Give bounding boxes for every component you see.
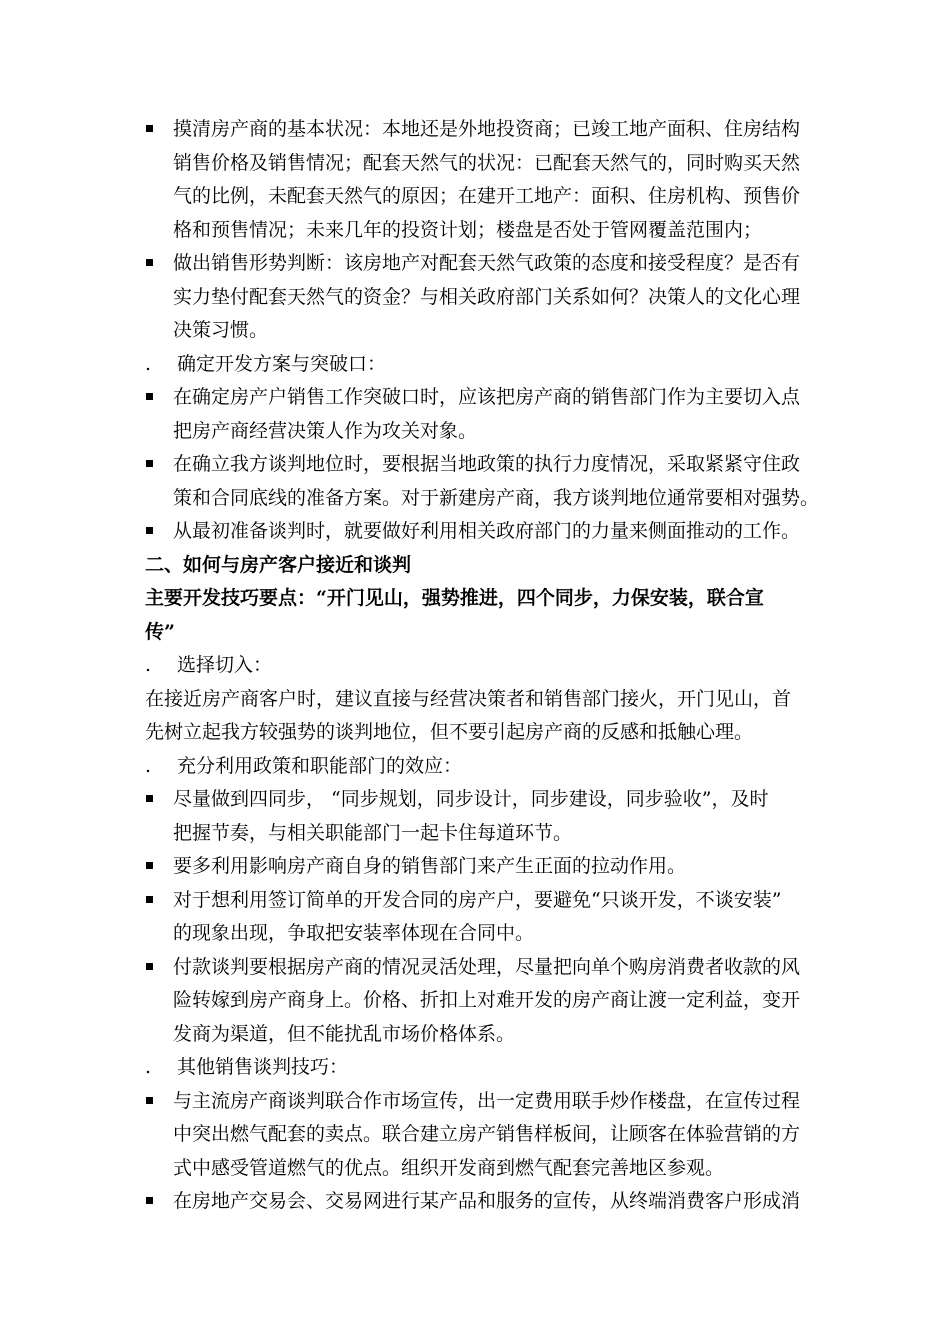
- text-line: 在确定房产户销售工作突破口时，应该把房产商的销售部门作为主要切入点: [173, 386, 801, 408]
- bullet-item: [145, 448, 820, 515]
- square-bullet-icon: [146, 1197, 153, 1204]
- section-label: [145, 649, 815, 683]
- dot-marker: .: [145, 754, 152, 777]
- bullet-item: [145, 1085, 815, 1186]
- text-line: 从最初准备谈判时，就要做好利用相关政府部门的力量来侧面推动的工作。: [173, 520, 801, 542]
- text-line: [145, 750, 815, 784]
- square-bullet-icon: [146, 963, 153, 970]
- text-line: 把握节奏，与相关职能部门一起卡住每道环节。: [173, 821, 573, 844]
- text-line: 摸清房产商的基本状况：本地还是外地投资商；已竣工地产面积、住房结构: [173, 118, 801, 140]
- text-line: 把房产商经营决策人作为攻关对象。: [173, 419, 478, 442]
- dot-marker: .: [145, 1056, 152, 1078]
- section-label: [145, 348, 815, 382]
- text-line: 式中感受管道燃气的优点。组织开发商到燃气配套完善地区参观。: [173, 1156, 725, 1179]
- bullet-item: [145, 884, 815, 951]
- text-line: 格和预售情况；未来几年的投资计划；楼盘是否处于管网覆盖范围内；: [173, 218, 763, 241]
- square-bullet-icon: [146, 259, 153, 266]
- dot-marker: .: [145, 352, 152, 375]
- text-line: 与主流房产商谈判联合作市场宣传，出一定费用联手炒作楼盘，在宣传过程: [173, 1089, 801, 1112]
- text-line: [145, 348, 815, 382]
- text-line: 主要开发技巧要点：“开门见山，强势推进，四个同步，力保安装，联合宣: [145, 587, 764, 609]
- square-bullet-icon: [146, 125, 153, 132]
- square-bullet-icon: [146, 795, 153, 802]
- paragraph: [145, 683, 815, 750]
- text-line: 做出销售形势判断：该房地产对配套天然气政策的态度和接受程度？是否有: [173, 252, 801, 274]
- section-label: [145, 1051, 815, 1085]
- text-line: 险转嫁到房产商身上。价格、折扣上对难开发的房产商让渡一定利益，变开: [173, 989, 801, 1011]
- square-bullet-icon: [146, 862, 153, 869]
- section-heading: [145, 549, 815, 583]
- bullet-item: [145, 247, 815, 348]
- bullet-item: [145, 381, 815, 448]
- text-line: 气的比例，未配套天然气的原因；在建开工地产：面积、住房机构、预售价: [173, 185, 801, 207]
- square-bullet-icon: [146, 527, 153, 534]
- section-label-text: 其他销售谈判技巧：: [177, 1056, 349, 1078]
- square-bullet-icon: [146, 896, 153, 903]
- text-line: 二、如何与房产客户接近和谈判: [145, 553, 412, 576]
- text-line: 中突出燃气配套的卖点。联合建立房产销售样板间，让顾客在体验营销的方: [173, 1123, 801, 1145]
- text-line: 先树立起我方较强势的谈判地位，但不要引起房产商的反感和抵触心理。: [145, 721, 754, 743]
- text-line: 在接近房产商客户时，建议直接与经营决策者和销售部门接火，开门见山，首: [145, 687, 792, 710]
- bullet-item: [145, 951, 815, 1052]
- section-label-text: 充分利用政策和职能部门的效应：: [177, 754, 463, 777]
- section-label-text: 选择切入：: [177, 654, 273, 676]
- text-line: 销售价格及销售情况；配套天然气的状况：已配套天然气的，同时购买天然: [173, 151, 801, 174]
- text-line: 要多利用影响房产商自身的销售部门来产生正面的拉动作用。: [173, 855, 687, 877]
- text-line: [145, 1051, 815, 1085]
- section-label-text: 确定开发方案与突破口：: [177, 352, 387, 375]
- square-bullet-icon: [146, 460, 153, 467]
- bullet-item: [145, 113, 815, 247]
- text-line: [145, 649, 815, 683]
- bullet-item: [145, 1185, 815, 1219]
- text-line: 在房地产交易会、交易网进行某产品和服务的宣传，从终端消费客户形成消: [173, 1190, 801, 1212]
- section-heading: [145, 582, 815, 649]
- square-bullet-icon: [146, 393, 153, 400]
- bullet-item: [145, 515, 815, 549]
- text-line: 对于想利用签订简单的开发合同的房产户，要避免“只谈开发，不谈安装”: [173, 888, 782, 911]
- bullet-item: [145, 783, 815, 850]
- text-line: 的现象出现，争取把安装率体现在合同中。: [173, 922, 535, 944]
- text-line: 决策习惯。: [173, 319, 269, 341]
- text-line: 发商为渠道，但不能扰乱市场价格体系。: [173, 1022, 516, 1045]
- section-label: [145, 750, 815, 784]
- text-line: 在确立我方谈判地位时，要根据当地政策的执行力度情况，采取紧紧守住政: [173, 453, 801, 475]
- dot-marker: .: [145, 654, 152, 676]
- text-line: 尽量做到四同步， “同步规划，同步设计，同步建设，同步验收”，及时: [173, 788, 769, 810]
- text-line: 付款谈判要根据房产商的情况灵活处理，尽量把向单个购房消费者收款的风: [173, 955, 801, 978]
- text-line: 传”: [145, 620, 175, 643]
- square-bullet-icon: [146, 1097, 153, 1104]
- bullet-item: [145, 850, 815, 884]
- text-line: 策和合同底线的准备方案。对于新建房产商，我方谈判地位通常要相对强势。: [173, 486, 820, 509]
- text-line: 实力垫付配套天然气的资金？与相关政府部门关系如何？决策人的文化心理: [173, 285, 801, 308]
